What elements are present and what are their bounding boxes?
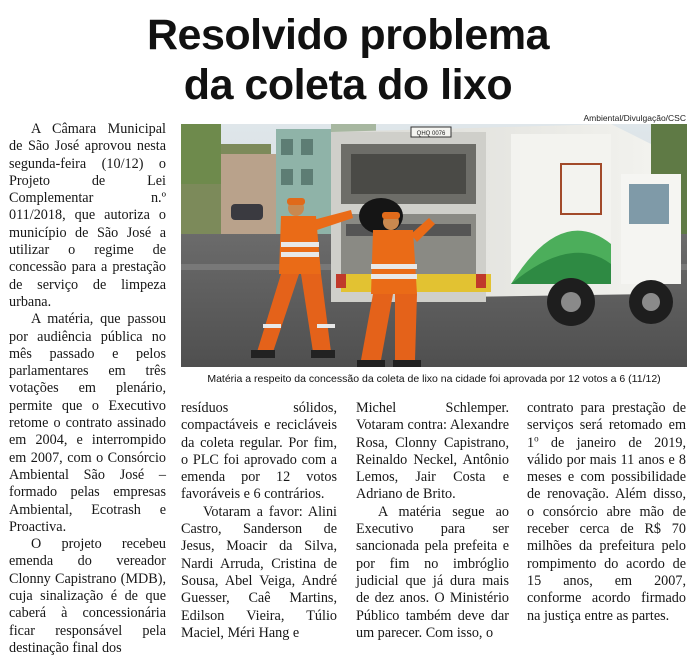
paragraph-text: de janeiro de 2019, válido por mais 11 anos e 8 meses e com possibilidade de renovação. Além disso, o consórcio abre mão de receber cerca de R$ 70 milhões da prefeitura pelo rompimento do acordo de 15 anos, em 2007, conforme acordo firmado na justiça entre as partes. (527, 434, 686, 624)
paragraph: O projeto recebeu emenda do vereador Clonny Capistrano (MDB), cuja sinalização é de que caberá à concessionária ficar responsável pela destinação final dos (9, 536, 166, 656)
paragraph: A matéria, que passou por audiência pública no mês passado e pelos parlamentares em três votações em plenário, permite que o Executivo retome o contrato assinado em 2004, e interrompido em 2007, com o Consórcio Ambiental São José – formado pelas empresas Ambiental, Ecotrash e Proactiva. (9, 311, 166, 535)
photo-credit: Ambiental/Divulgação/CSC (583, 113, 686, 123)
headline-line-2: da coleta do lixo (183, 61, 513, 109)
headline (0, 10, 696, 110)
paragraph: resíduos sólidos, compactáveis e recicláveis da coleta regular. Por fim, o PLC foi aprovado com a emenda por 12 votos favoráveis e 6 contrários. (181, 400, 337, 503)
ordinal-superscript: o (534, 432, 539, 443)
paragraph: Votaram a favor: Alini Castro, Sanderson de Jesus, Moacir da Silva, Nardi Arruda, Cristina de Sousa, Abel Veiga, André Guesser, Caê Martins, Edilson Vieira, Túlio Maciel, Méri Hang e (181, 503, 337, 641)
article-column-3 (356, 400, 509, 642)
article-column-4 (527, 400, 686, 625)
photo-caption: Matéria a respeito da concessão da coleta de lixo na cidade foi aprovada por 12 votos a 6 (11/12) (207, 373, 661, 385)
truck-license-plate: QHQ 0076 (416, 131, 446, 137)
paragraph: Michel Schlemper. Votaram contra: Alexandre Rosa, Clonny Capistrano, Reinaldo Neckel, Antônio Lemos, Jair Costa e Adriano de Brito. (356, 400, 509, 503)
garbage-truck-photo-illustration (181, 124, 687, 367)
paragraph: A Câmara Municipal de São José aprovou nesta segunda-feira (10/12) o Projeto de Lei Complementar n.º 011/2018, que autoriza o município de São José a utilizar o regime de concessão para a prestação de serviço de limpeza urbana. (9, 121, 166, 310)
paragraph (527, 400, 686, 625)
paragraph-text: contrato para prestação de serviços será retomado em 1 (527, 400, 686, 451)
article-photo (181, 124, 687, 367)
article-column-1 (9, 121, 166, 657)
article-column-2 (181, 400, 337, 642)
headline-line-1: Resolvido problema (147, 11, 549, 59)
paragraph: A matéria segue ao Executivo para ser sancionada pela prefeita e por fim no imbróglio judicial que já dura mais de dez anos. O Ministério Público também deve dar um parecer. Com isso, o (356, 503, 509, 641)
